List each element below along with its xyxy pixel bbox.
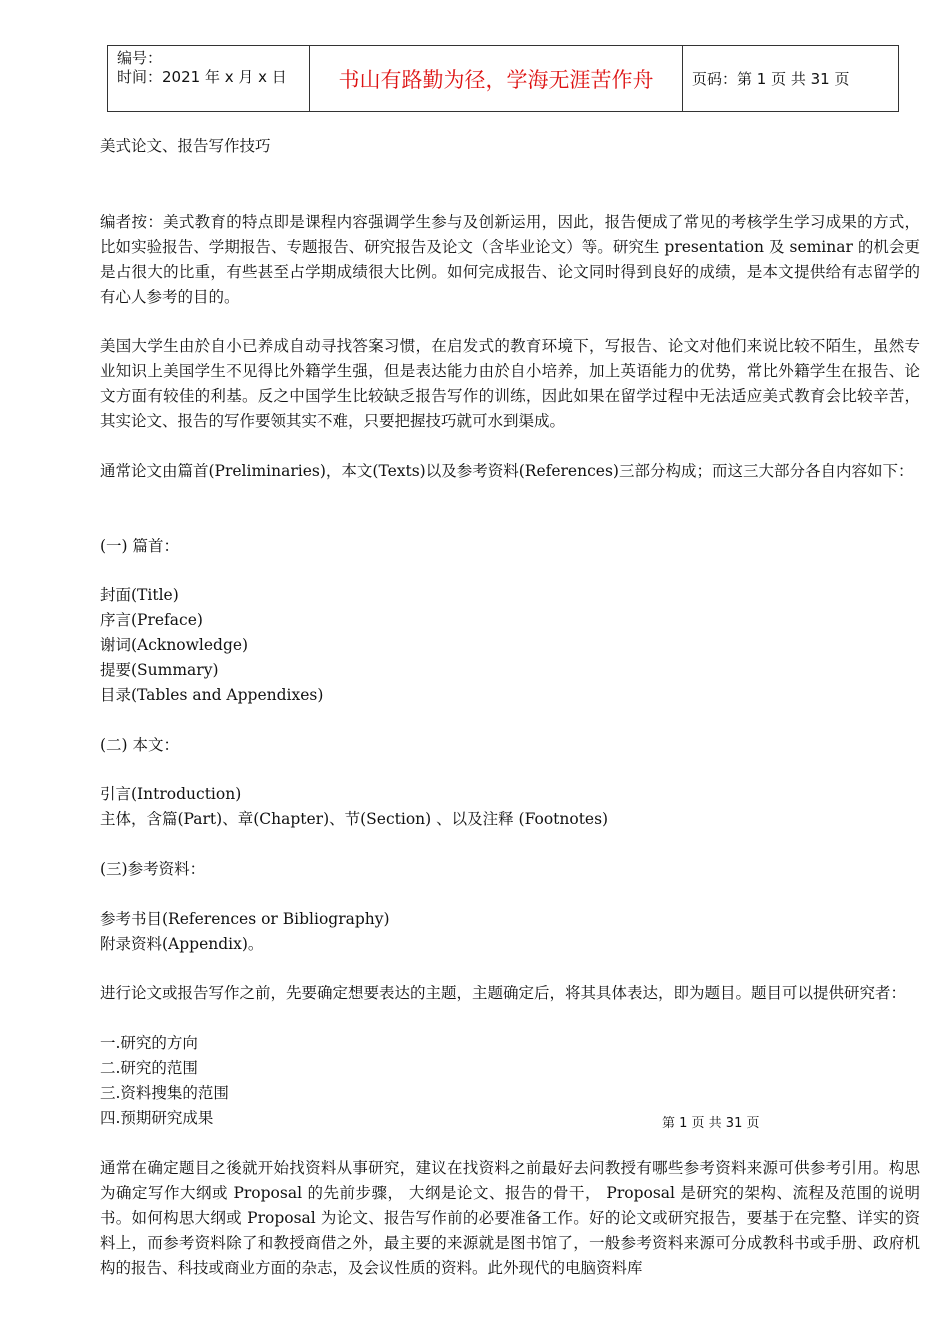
document-title: 美式论文、报告写作技巧 bbox=[100, 137, 271, 155]
list-item: 提要(Summary) bbox=[100, 661, 219, 679]
list-item: 序言(Preface) bbox=[100, 611, 203, 629]
topic-point: 四.预期研究成果 bbox=[100, 1109, 214, 1127]
header-page-info: 页码：第 1 页 共 31 页 bbox=[692, 70, 850, 88]
number-label: 编号： bbox=[117, 49, 163, 67]
header-table bbox=[107, 45, 899, 112]
topic-point: 一.研究的方向 bbox=[100, 1034, 198, 1052]
topic-point: 三.资料搜集的范围 bbox=[100, 1084, 229, 1102]
list-item: 封面(Title) bbox=[100, 586, 179, 604]
time-label: 时间：2021 年 x 月 x 日 bbox=[117, 68, 287, 86]
list-item: 参考书目(References or Bibliography) bbox=[100, 910, 390, 928]
research-start-paragraph: 通常在确定题目之後就开始找资料从事研究，建议在找资料之前最好去问教授有哪些参考资料来源可供参考引用。构思为确定写作大纲或 Proposal 的先前步骤， 大纲是论文、报告的骨干， Proposal 是研究的架构、流程及范围的说明书。如何构思大纲或 Proposal 为论文、报告写作前的必要准备工作。好的论文或研究报告，要基于在完整、详实的资料上，而参考资料除了和教授商借之外，最主要的来源就是图书馆了，一般参考资料来源可分成教科书或手册、政府机构的报告、科技或商业方面的杂志，及会议性质的资料。此外现代的电脑资料库 bbox=[100, 1159, 920, 1277]
structure-intro-paragraph: 通常论文由篇首(Preliminaries)，本文(Texts)以及参考资料(References)三部分构成；而这三大部分各自内容如下： bbox=[100, 462, 914, 480]
topic-intro-paragraph: 进行论文或报告写作之前，先要确定想要表达的主题，主题确定后，将其具体表达，即为题目。题目可以提供研究者： bbox=[100, 984, 907, 1002]
header-motto: 书山有路勤为径，学海无涯苦作舟 bbox=[310, 46, 683, 111]
editor-note-paragraph: 编者按：美式教育的特点即是课程内容强调学生参与及创新运用，因此，报告便成了常见的考核学生学习成果的方式，比如实验报告、学期报告、专题报告、研究报告及论文（含毕业论文）等。研究生 presentation 及 seminar 的机会更是占很大的比重，有些甚至占学期成绩很大比例。如何完成报告、论文同时得到良好的成绩，是本文提供给有志留学的有心人参考的目的。 bbox=[100, 213, 920, 306]
page-footer: 第 1 页 共 31 页 bbox=[662, 1116, 760, 1131]
section-heading-references: (三)参考资料： bbox=[100, 860, 206, 878]
section-heading-preliminaries: (一) 篇首： bbox=[100, 537, 180, 555]
section-heading-texts: (二) 本文： bbox=[100, 736, 180, 754]
list-item: 引言(Introduction) bbox=[100, 785, 242, 803]
topic-point: 二.研究的范围 bbox=[100, 1059, 198, 1077]
background-paragraph: 美国大学生由於自小已养成自动寻找答案习惯，在启发式的教育环境下，写报告、论文对他们来说比较不陌生，虽然专业知识上美国学生不见得比外籍学生强，但是表达能力由於自小培养，加上英语能力的优势，常比外籍学生在报告、论文方面有较佳的利基。反之中国学生比较缺乏报告写作的训练，因此如果在留学过程中无法适应美式教育会比较辛苦，其实论文、报告的写作要领其实不难，只要把握技巧就可水到渠成。 bbox=[100, 337, 920, 430]
list-item: 主体，含篇(Part)、章(Chapter)、节(Section) 、以及注释 (Footnotes) bbox=[100, 810, 609, 828]
header-meta-cell bbox=[108, 46, 310, 111]
list-item: 谢词(Acknowledge) bbox=[100, 636, 249, 654]
list-item: 目录(Tables and Appendixes) bbox=[100, 686, 324, 704]
list-item: 附录资料(Appendix)。 bbox=[100, 935, 264, 953]
